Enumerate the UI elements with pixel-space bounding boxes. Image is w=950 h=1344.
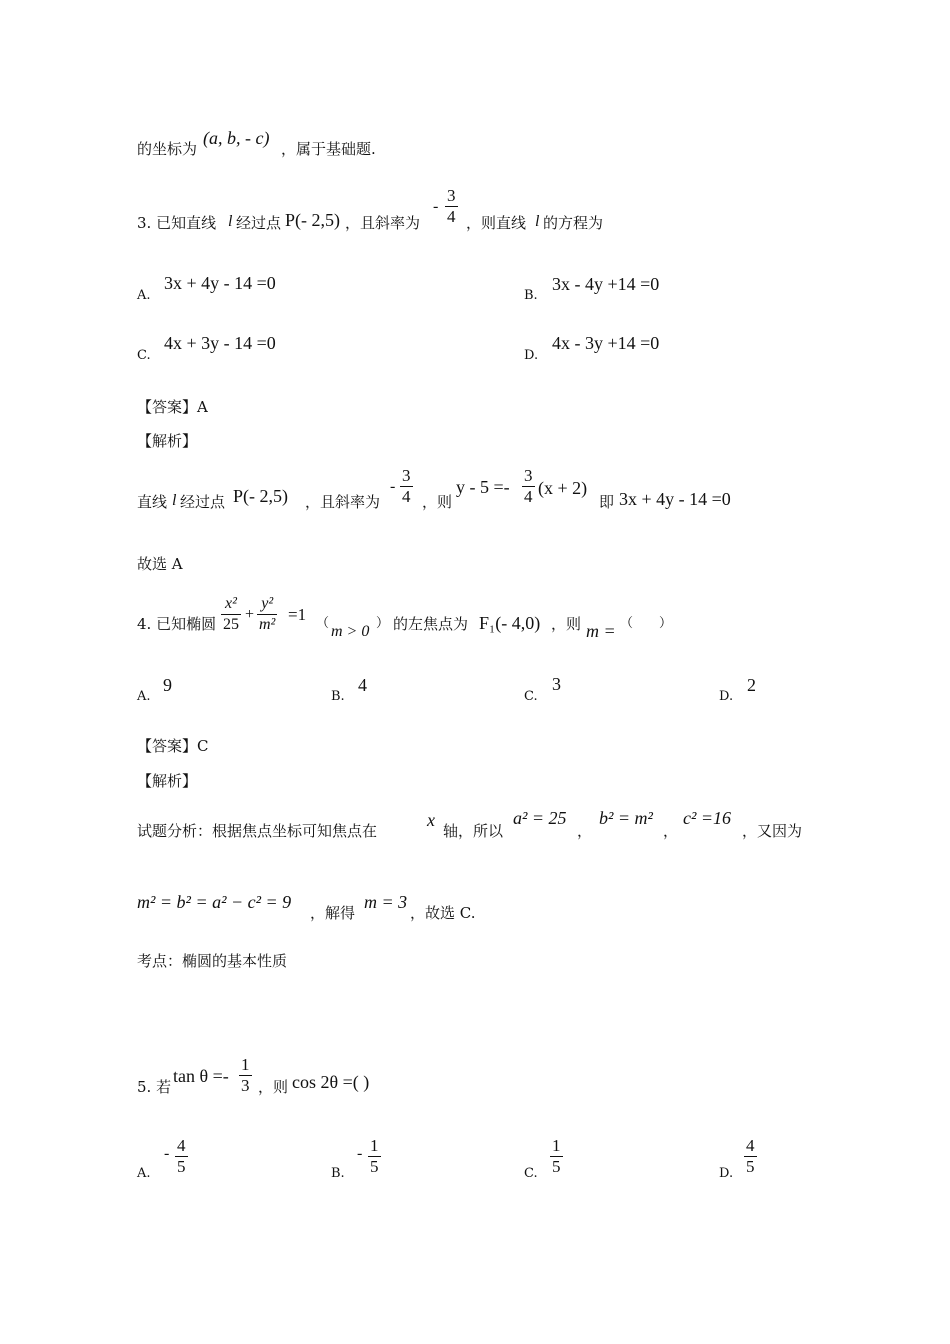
q4-solution-a2: a² = 25	[513, 808, 567, 828]
q4-paren-right: ）	[376, 616, 390, 631]
q4-option-c-label: C.	[524, 689, 538, 704]
q3-option-a-label: A.	[137, 288, 151, 303]
text-line-1-tail: ，属于基础题.	[281, 140, 376, 158]
q3-solution-sign: -	[390, 478, 396, 495]
q4-option-b-label: B.	[331, 689, 345, 704]
q3-solution-slope-den: 4	[402, 487, 411, 506]
q3-prefix: 3. 已知直线	[137, 214, 217, 232]
q3-option-d: 4x - 3y +14 =0	[552, 333, 660, 353]
q5-tan-num: 1	[241, 1055, 250, 1074]
q3-answer: 【答案】A	[137, 398, 208, 416]
text-line-1: 的坐标为	[137, 140, 198, 158]
q3-solution-eq-den: 4	[524, 487, 533, 506]
q5-option-d-den: 5	[746, 1157, 755, 1176]
q3-solution-eq-fraction	[522, 466, 535, 507]
q4-paren-left: （	[316, 616, 330, 631]
q3-mid2: ，且斜率为	[345, 214, 421, 232]
q3-solution-point: P(- 2,5)	[233, 486, 288, 506]
q4-m-equals: m =	[586, 621, 616, 641]
q4-option-a: 9	[163, 675, 172, 695]
q3-point: P(- 2,5)	[285, 210, 340, 230]
q4-then: ，则	[551, 615, 582, 633]
q3-solution-b: 经过点	[180, 493, 226, 511]
q3-slope-num: 3	[447, 186, 456, 205]
q3-solution-a: 直线	[137, 493, 168, 511]
q3-solution-e: 即	[599, 493, 615, 511]
q4-prefix: 4. 已知椭圆	[137, 615, 217, 633]
q3-option-c-label: C.	[137, 348, 151, 363]
q5-prefix: 5. 若	[137, 1078, 172, 1096]
q5-option-b-den: 5	[370, 1157, 379, 1176]
q4-plus: +	[245, 606, 255, 623]
q3-option-b: 3x - 4y +14 =0	[552, 274, 660, 294]
q4-solution-b2: b² = m²	[599, 808, 653, 828]
q4-solution-c2: c² =16	[683, 808, 732, 828]
q3-option-c: 4x + 3y - 14 =0	[164, 333, 276, 353]
q4-solution-x: x	[427, 810, 435, 830]
q3-solution-eq-num: 3	[524, 466, 533, 485]
q4-x-squared: x²	[225, 595, 237, 612]
q5-tan: tan θ =-	[173, 1066, 229, 1086]
q3-solution-l: l	[172, 492, 177, 509]
q4-solution-chain: m² = b² = a² − c² = 9	[137, 892, 292, 912]
q4-solution-1: 试题分析：根据焦点坐标可知焦点在	[137, 822, 378, 840]
q3-mid3: ，则直线	[466, 214, 527, 232]
q3-option-d-label: D.	[524, 348, 539, 363]
q3-line-l-2: l	[535, 213, 540, 230]
q5-tan-den: 3	[241, 1076, 250, 1095]
q4-option-d: 2	[747, 675, 756, 695]
q4-solution-2: 轴，所以	[443, 822, 504, 840]
q5-then: ，则	[258, 1078, 289, 1096]
q4-option-d-label: D.	[719, 689, 734, 704]
q4-solution-4: ，解得	[310, 904, 356, 922]
q5-option-c-label: C.	[524, 1166, 538, 1181]
q3-tail: 的方程为	[543, 214, 604, 232]
q5-option-b	[368, 1136, 381, 1177]
q3-solution-d: ，则	[422, 493, 453, 511]
q4-option-c: 3	[552, 674, 561, 694]
q4-y-squared: y²	[261, 595, 274, 612]
q4-equals-one: =1	[288, 605, 307, 624]
q4-option-b: 4	[358, 675, 367, 695]
q4-condition: m > 0	[331, 623, 370, 640]
q3-solution-eq-right: (x + 2)	[538, 478, 588, 498]
q4-m-squared: m²	[259, 616, 276, 633]
q4-option-a-label: A.	[137, 689, 151, 704]
q3-mid1: 经过点	[236, 214, 282, 232]
q5-option-a	[175, 1136, 188, 1177]
q5-option-b-num: 1	[370, 1136, 379, 1155]
q5-option-b-sign: -	[357, 1145, 363, 1162]
q3-solution-c: ，且斜率为	[305, 493, 381, 511]
q3-solution-slope-num: 3	[402, 466, 411, 485]
q3-option-b-label: B.	[524, 288, 538, 303]
q4-answer: 【答案】C	[137, 737, 209, 755]
q5-cos: cos 2θ =( )	[292, 1072, 370, 1092]
q5-option-a-den: 5	[177, 1157, 186, 1176]
q4-solution-3: ，又因为	[742, 822, 803, 840]
q4-blank: （ ）	[620, 616, 673, 631]
q5-option-b-label: B.	[331, 1166, 345, 1181]
q4-solution-5: ，故选 C.	[410, 904, 476, 922]
q5-option-d	[744, 1136, 757, 1177]
q5-option-d-num: 4	[746, 1136, 755, 1155]
q3-solution-slope-fraction	[400, 466, 413, 507]
q5-option-c	[550, 1136, 563, 1177]
q3-line-l: l	[228, 213, 233, 230]
math-coordinate: (a, b, - c)	[203, 128, 270, 148]
q4-ellipse-x-fraction	[221, 594, 241, 635]
q3-solution-eq-left: y - 5 =-	[456, 477, 510, 497]
q5-tan-fraction	[239, 1055, 252, 1096]
q4-analysis-heading: 【解析】	[137, 772, 198, 790]
q5-option-c-den: 5	[552, 1157, 561, 1176]
q4-solution-comma-1: ，	[577, 822, 593, 840]
q4-25: 25	[223, 616, 239, 633]
q3-slope-den: 4	[447, 207, 456, 226]
q3-choose: 故选 A	[137, 555, 183, 573]
q4-mid: 的左焦点为	[393, 615, 469, 633]
q5-option-d-label: D.	[719, 1166, 734, 1181]
q3-slope-fraction	[445, 186, 458, 227]
q3-slope-sign: -	[433, 198, 439, 215]
q4-kaodian: 考点：椭圆的基本性质	[137, 952, 288, 970]
q4-ellipse-y-fraction	[257, 594, 277, 635]
q5-option-c-num: 1	[552, 1136, 561, 1155]
q3-solution-result: 3x + 4y - 14 =0	[619, 489, 731, 509]
q4-focus: F₁(- 4,0)	[479, 613, 541, 633]
q3-analysis-heading: 【解析】	[137, 432, 198, 450]
q5-option-a-sign: -	[164, 1145, 170, 1162]
q4-solution-result: m = 3	[364, 892, 408, 912]
q5-option-a-label: A.	[137, 1166, 151, 1181]
q4-solution-comma-2: ，	[663, 822, 679, 840]
q5-option-a-num: 4	[177, 1136, 186, 1155]
q3-option-a: 3x + 4y - 14 =0	[164, 273, 276, 293]
